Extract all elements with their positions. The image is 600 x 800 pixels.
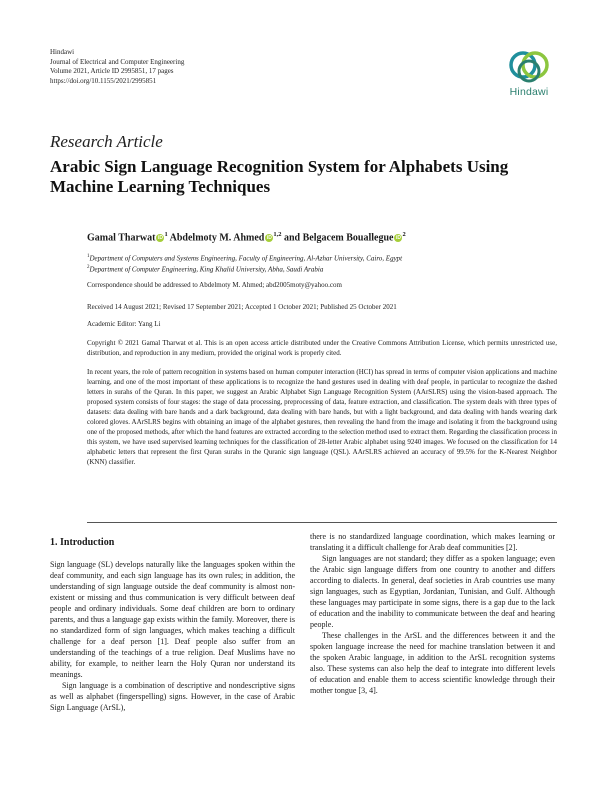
orcid-icon[interactable]: iD — [157, 235, 163, 242]
volume-line: Volume 2021, Article ID 2995851, 17 pages — [50, 67, 174, 75]
author-affil: 2 — [402, 231, 406, 238]
logo-text: Hindawi — [509, 86, 549, 98]
author-affil: 1 — [164, 231, 168, 238]
author-conjunction: and — [284, 232, 301, 244]
affiliation-item — [87, 252, 557, 263]
doi-link[interactable]: https://doi.org/10.1155/2021/2995851 — [50, 76, 157, 85]
copyright-notice: Copyright © 2021 Gamal Tharwat et al. This is an open access article distributed under the Creative Commons Attribution License, which permits unrestricted use, distribution, and reproduction in any medium, provided the original work is properly cited. — [87, 339, 557, 357]
journal-name: Journal of Electrical and Computer Engineering — [50, 57, 185, 66]
author-name: Gamal Tharwat — [87, 232, 156, 244]
body-paragraph: These challenges in the ArSL and the differences between it and the spoken language increase the need for machine translation between it and the spoken Arabic language, in addition to the ArSL recognition systems also. These systems can also help the deaf to integrate into different levels of education and enable them to access scientific knowledge through their mother tongue [3, 4]. — [310, 631, 555, 695]
section-heading: 1. Introduction — [50, 537, 115, 548]
paper-title: Arabic Sign Language Recognition System for Alphabets Using Machine Learning Techniques — [50, 157, 509, 196]
hindawi-logo — [500, 49, 558, 98]
author-list — [87, 231, 406, 243]
correspondence: Correspondence should be addressed to Abdelmoty M. Ahmed; abd2005moty@yahoo.com — [87, 281, 342, 289]
affiliation-number: 2 — [87, 265, 90, 271]
affiliation-number: 1 — [87, 254, 90, 259]
body-paragraph: Sign languages are not standard; they differ as a spoken language; even the Arabic sign language differs from one country to another and differs according to dialects. In general, deaf societies in Arab countries use many sign languages, such as Egyptian, Jordanian, Tunisian, and Gulf. Although these languages may participate in some signs, there is a gap due to the lack of education and the inability to communicate between the deaf and hearing people. — [310, 554, 555, 629]
hindawi-logo-icon — [507, 49, 551, 85]
article-type: Research Article — [50, 132, 163, 151]
body-column-right — [310, 531, 555, 696]
body-paragraph: Sign language (SL) develops naturally like the languages spoken within the deaf community, and each sign language has its own rules; in addition, the understanding of sign language outside the deaf community is almost non-existent or missing and thus communication is very difficult between deaf people and ordinary individuals. Some deaf children are born to ordinary parents, and thus a language gap exists within the family. Moreover, there is no standardized form of sign languages, which makes teaching a difficult challenge for a deaf person [1]. Deaf people also suffer from an understanding of the teachings of a true religion. Deaf Muslims have no ability, for example, to neither learn the Holy Quran nor understand its meanings. — [50, 560, 295, 679]
affiliation-text: Department of Computer Engineering, King Khalid University, Abha, Saudi Arabia — [89, 265, 324, 274]
academic-editor: Academic Editor: Yang Li — [87, 320, 161, 328]
body-paragraph: there is no standardized language coordination, which makes learning or translating it a difficult challenge for Arab deaf communities [2]. — [310, 532, 555, 552]
author-name: Belgacem Bouallegue — [302, 232, 394, 244]
affiliations — [87, 252, 557, 275]
body-column-left — [50, 537, 295, 713]
publisher-name: Hindawi — [50, 48, 75, 56]
author-name: Abdelmoty M. Ahmed — [169, 232, 265, 244]
body-paragraph: Sign language is a combination of descriptive and nondescriptive signs as well as alphabet (fingerspelling) signs. However, in the case of Arabic Sign Language (ArSL), — [50, 681, 295, 712]
orcid-icon[interactable]: iD — [395, 235, 401, 242]
abstract-divider — [87, 522, 557, 523]
affiliation-text: Department of Computers and Systems Engineering, Faculty of Engineering, Al-Azhar University, Cairo, Egypt — [89, 254, 403, 263]
publication-dates: Received 14 August 2021; Revised 17 September 2021; Accepted 1 October 2021; Published 25 October 2021 — [87, 303, 397, 311]
orcid-icon[interactable]: iD — [266, 235, 272, 242]
author-affil: 1,2 — [273, 231, 282, 238]
journal-info — [50, 48, 184, 86]
abstract: In recent years, the role of pattern recognition in systems based on human computer interaction (HCI) has spread in terms of computer vision applications and machine learning, and one of the most important of these applications is to recognize the hand gestures used in dealing with deaf people, in particular to recognize the dashed letters in surahs of the Quran. In this paper, we suggest an Arabic Alphabet Sign Language Recognition System (AArSLRS) using the vision-based approach. The proposed system consists of four stages: the stage of data processing, preprocessing of data, feature extraction, and classification. The system deals with three types of datasets: data dealing with bare hands and a dark background, data dealing with bare hands, but with a light background, and data dealing with hands wearing dark colored gloves. AArSLRS begins with obtaining an image of the alphabet gestures, then revealing the hand from the image and isolating it from the background using one of the proposed methods, after which the hand features are extracted according to the selection method used to extract them. Regarding the classification process in this system, we have used supervised learning techniques for the classification of 28-letter Arabic alphabet using 9240 images. We focused on the classification for 14 alphabetic letters that represent the first Quran surahs in the Quranic sign language (QSL). AArSLRS achieved an accuracy of 99.5% for the K-Nearest Neighbor (KNN) classifier. — [87, 368, 557, 466]
affiliation-item — [87, 263, 557, 274]
